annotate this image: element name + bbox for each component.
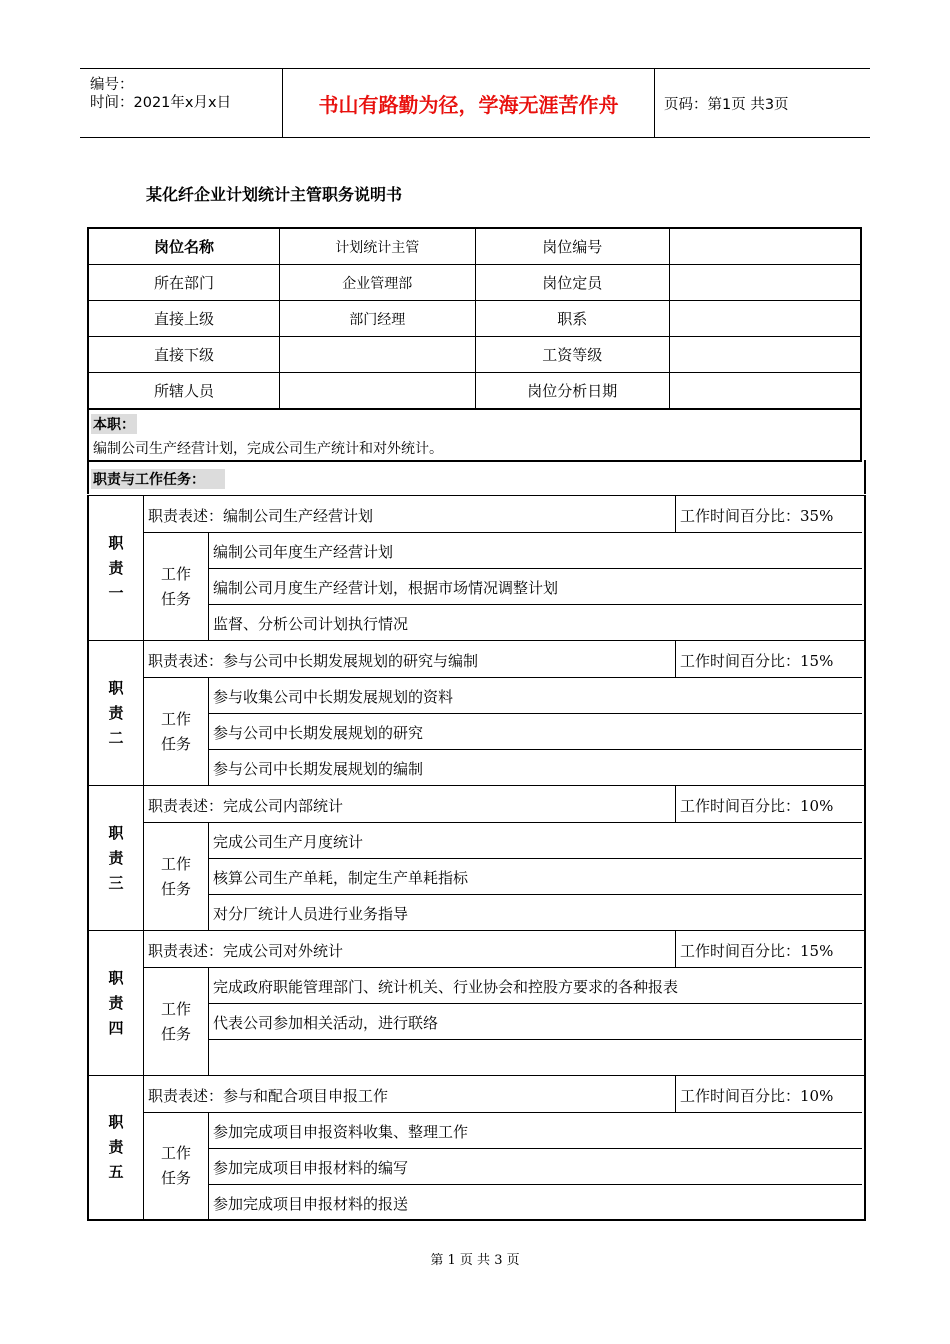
task-text: 对分厂统计人员进行业务指导 <box>213 905 409 923</box>
responsibility-label: 职责五 <box>108 1113 124 1181</box>
table-row <box>88 301 861 337</box>
time-percent: 工作时间百分比：15% <box>680 942 834 960</box>
table-cell-value <box>280 337 476 373</box>
time-percent-cell <box>676 786 862 823</box>
table-cell-label: 岗位定员 <box>475 265 670 301</box>
task-text: 参加完成项目申报材料的报送 <box>213 1195 409 1213</box>
table-row <box>88 228 861 265</box>
responsibility-desc: 职责表述：完成公司内部统计 <box>148 797 344 815</box>
task-label: 工作任务 <box>160 855 191 898</box>
responsibilities-heading: 职责与工作任务： <box>91 469 225 489</box>
task-row <box>209 714 862 750</box>
table-cell-value: 企业管理部 <box>280 265 476 301</box>
task-row <box>209 1113 862 1149</box>
table-row <box>88 337 861 373</box>
task-row <box>209 859 862 895</box>
table-row <box>88 265 861 301</box>
task-row <box>209 895 862 930</box>
table-cell-label: 岗位分析日期 <box>475 373 670 410</box>
time-percent-cell <box>676 641 862 678</box>
responsibility-label: 职责三 <box>108 824 124 892</box>
task-text: 完成政府职能管理部门、统计机关、行业协会和控股方要求的各种报表 <box>213 978 679 996</box>
responsibility-desc: 职责表述：参与公司中长期发展规划的研究与编制 <box>148 652 479 670</box>
page-footer: 第 1 页 共 3 页 <box>430 1253 520 1268</box>
table-cell-value <box>670 301 861 337</box>
header-page-info: 页码：第1页 共3页 <box>664 97 789 113</box>
time-percent-cell <box>676 931 862 968</box>
task-text: 参加完成项目申报材料的编写 <box>213 1159 409 1177</box>
page-header <box>80 68 870 138</box>
task-row <box>209 678 862 714</box>
responsibility-desc-cell <box>144 496 676 533</box>
task-row <box>209 968 862 1004</box>
table-cell-label: 岗位名称 <box>88 228 280 265</box>
task-row <box>209 1149 862 1185</box>
time-percent: 工作时间百分比：10% <box>680 1087 834 1105</box>
task-label: 工作任务 <box>160 710 191 753</box>
header-meta <box>80 69 282 137</box>
time-percent: 工作时间百分比：10% <box>680 797 834 815</box>
responsibility-desc-cell <box>144 1076 676 1113</box>
table-cell-value: 计划统计主管 <box>280 228 476 265</box>
task-label-cell <box>144 823 209 931</box>
table-cell-label: 职系 <box>475 301 670 337</box>
task-row <box>209 750 862 785</box>
document-title: 某化纤企业计划统计主管职务说明书 <box>146 185 403 204</box>
task-text: 编制公司月度生产经营计划，根据市场情况调整计划 <box>213 579 559 597</box>
responsibility-block <box>87 1075 866 1221</box>
table-cell-value <box>670 373 861 410</box>
responsibility-block <box>87 640 866 786</box>
header-slogan: 书山有路勤为径，学海无涯苦作舟 <box>318 92 619 117</box>
responsibility-block <box>87 495 866 641</box>
time-percent-cell <box>676 496 862 533</box>
task-row <box>209 1040 862 1075</box>
task-row <box>209 569 862 605</box>
table-cell-value <box>280 373 476 410</box>
task-text: 参与收集公司中长期发展规划的资料 <box>213 688 454 706</box>
table-cell-label: 所在部门 <box>88 265 280 301</box>
table-row <box>88 373 861 410</box>
responsibility-label: 职责四 <box>108 969 124 1037</box>
responsibility-desc-cell <box>144 786 676 823</box>
responsibility-label-cell <box>89 786 144 931</box>
responsibility-label-cell <box>89 931 144 1076</box>
task-text: 参与公司中长期发展规划的研究 <box>213 724 424 742</box>
responsibility-label: 职责一 <box>108 534 124 602</box>
task-label-cell <box>144 533 209 641</box>
task-text: 参加完成项目申报资料收集、整理工作 <box>213 1123 469 1141</box>
task-label: 工作任务 <box>160 565 191 608</box>
task-text: 代表公司参加相关活动，进行联络 <box>213 1014 439 1032</box>
task-row <box>209 605 862 640</box>
table-cell-value: 部门经理 <box>280 301 476 337</box>
table-cell-value <box>670 265 861 301</box>
task-label: 工作任务 <box>160 1000 191 1043</box>
task-label-cell <box>144 678 209 786</box>
table-cell-label: 直接上级 <box>88 301 280 337</box>
task-text: 完成公司生产月度统计 <box>213 833 364 851</box>
responsibility-block <box>87 785 866 931</box>
task-label-cell <box>144 968 209 1076</box>
header-slogan-cell <box>282 69 655 137</box>
doc-time: 时间：2021年x月x日 <box>90 95 232 111</box>
responsibility-desc-cell <box>144 641 676 678</box>
table-cell-label: 工资等级 <box>475 337 670 373</box>
main-duty-heading: 本职： <box>91 414 137 434</box>
main-duty-text: 编制公司生产经营计划，完成公司生产统计和对外统计。 <box>93 441 443 457</box>
responsibility-label-cell <box>89 1076 144 1219</box>
responsibilities-header <box>87 460 866 494</box>
table-cell-value <box>670 228 861 265</box>
responsibility-desc-cell <box>144 931 676 968</box>
task-text: 监督、分析公司计划执行情况 <box>213 615 409 633</box>
position-info-table <box>87 227 862 410</box>
task-text: 编制公司年度生产经营计划 <box>213 543 394 561</box>
responsibility-label: 职责二 <box>108 679 124 747</box>
doc-number: 编号： <box>90 77 134 93</box>
responsibility-desc: 职责表述：参与和配合项目申报工作 <box>148 1087 389 1105</box>
task-row <box>209 533 862 569</box>
task-text: 参与公司中长期发展规划的编制 <box>213 760 424 778</box>
responsibility-desc: 职责表述：编制公司生产经营计划 <box>148 507 374 525</box>
responsibility-block <box>87 930 866 1076</box>
time-percent: 工作时间百分比：15% <box>680 652 834 670</box>
responsibility-desc: 职责表述：完成公司对外统计 <box>148 942 344 960</box>
task-label-cell <box>144 1113 209 1219</box>
responsibility-label-cell <box>89 496 144 641</box>
table-cell-label: 直接下级 <box>88 337 280 373</box>
responsibility-label-cell <box>89 641 144 786</box>
table-cell-label: 所辖人员 <box>88 373 280 410</box>
time-percent: 工作时间百分比：35% <box>680 507 834 525</box>
table-cell-label: 岗位编号 <box>475 228 670 265</box>
table-cell-value <box>670 337 861 373</box>
main-duty-section <box>87 408 862 462</box>
time-percent-cell <box>676 1076 862 1113</box>
task-text: 核算公司生产单耗，制定生产单耗指标 <box>213 869 469 887</box>
task-row <box>209 823 862 859</box>
task-row <box>209 1185 862 1220</box>
task-label: 工作任务 <box>160 1144 191 1187</box>
task-row <box>209 1004 862 1040</box>
